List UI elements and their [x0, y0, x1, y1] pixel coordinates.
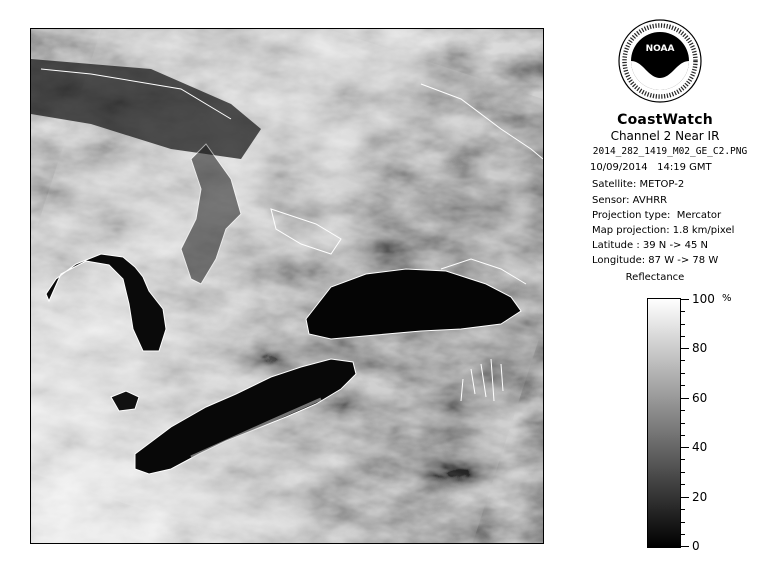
- colorbar-tick: [681, 299, 689, 300]
- colorbar-minor-tick: [681, 435, 685, 436]
- colorbar-minor-tick: [681, 311, 685, 312]
- noaa-logo: [617, 18, 703, 104]
- projection-label: Projection type: Mercator: [592, 210, 722, 221]
- colorbar-tick: [681, 546, 689, 547]
- colorbar-tick: [681, 398, 689, 399]
- map-projection-label: Map projection: 1.8 km/pixel: [592, 225, 735, 236]
- colorbar-minor-tick: [681, 373, 685, 374]
- latitude-label: Latitude : 39 N -> 45 N: [592, 240, 708, 251]
- colorbar-minor-tick: [681, 423, 685, 424]
- channel-label: Channel 2 Near IR: [610, 129, 720, 143]
- legend-title: Reflectance: [625, 272, 685, 283]
- colorbar-minor-tick: [681, 410, 685, 411]
- reflectance-colorbar: [647, 298, 681, 548]
- colorbar-tick-label: 60: [692, 391, 708, 405]
- colorbar-minor-tick: [681, 509, 685, 510]
- colorbar-tick: [681, 497, 689, 498]
- satellite-label: Satellite: METOP-2: [592, 179, 685, 190]
- satellite-map: [31, 29, 543, 543]
- colorbar-tick: [681, 447, 689, 448]
- sensor-label: Sensor: AVHRR: [592, 195, 668, 206]
- brand-title: CoastWatch: [617, 112, 713, 128]
- colorbar-tick-label: 100: [692, 292, 715, 306]
- colorbar-minor-tick: [681, 360, 685, 361]
- longitude-label: Longitude: 87 W -> 78 W: [592, 255, 719, 266]
- datetime-label: 10/09/2014 14:19 GMT: [590, 162, 712, 173]
- colorbar-minor-tick: [681, 324, 685, 325]
- colorbar-minor-tick: [681, 484, 685, 485]
- legend-unit: %: [722, 293, 732, 304]
- filename-label: 2014_282_1419_M02_GE_C2.PNG: [592, 146, 748, 157]
- colorbar-minor-tick: [681, 459, 685, 460]
- satellite-image-panel: [30, 28, 544, 544]
- colorbar-minor-tick: [681, 336, 685, 337]
- colorbar-minor-tick: [681, 534, 685, 535]
- colorbar-tick: [681, 348, 689, 349]
- colorbar-minor-tick: [681, 522, 685, 523]
- colorbar-tick-label: 40: [692, 440, 708, 454]
- logo-center-text: NOAA: [645, 44, 675, 54]
- colorbar-minor-tick: [681, 472, 685, 473]
- colorbar-tick-label: 80: [692, 341, 708, 355]
- colorbar-minor-tick: [681, 385, 685, 386]
- colorbar-tick-label: 0: [692, 539, 700, 553]
- colorbar-tick-label: 20: [692, 490, 708, 504]
